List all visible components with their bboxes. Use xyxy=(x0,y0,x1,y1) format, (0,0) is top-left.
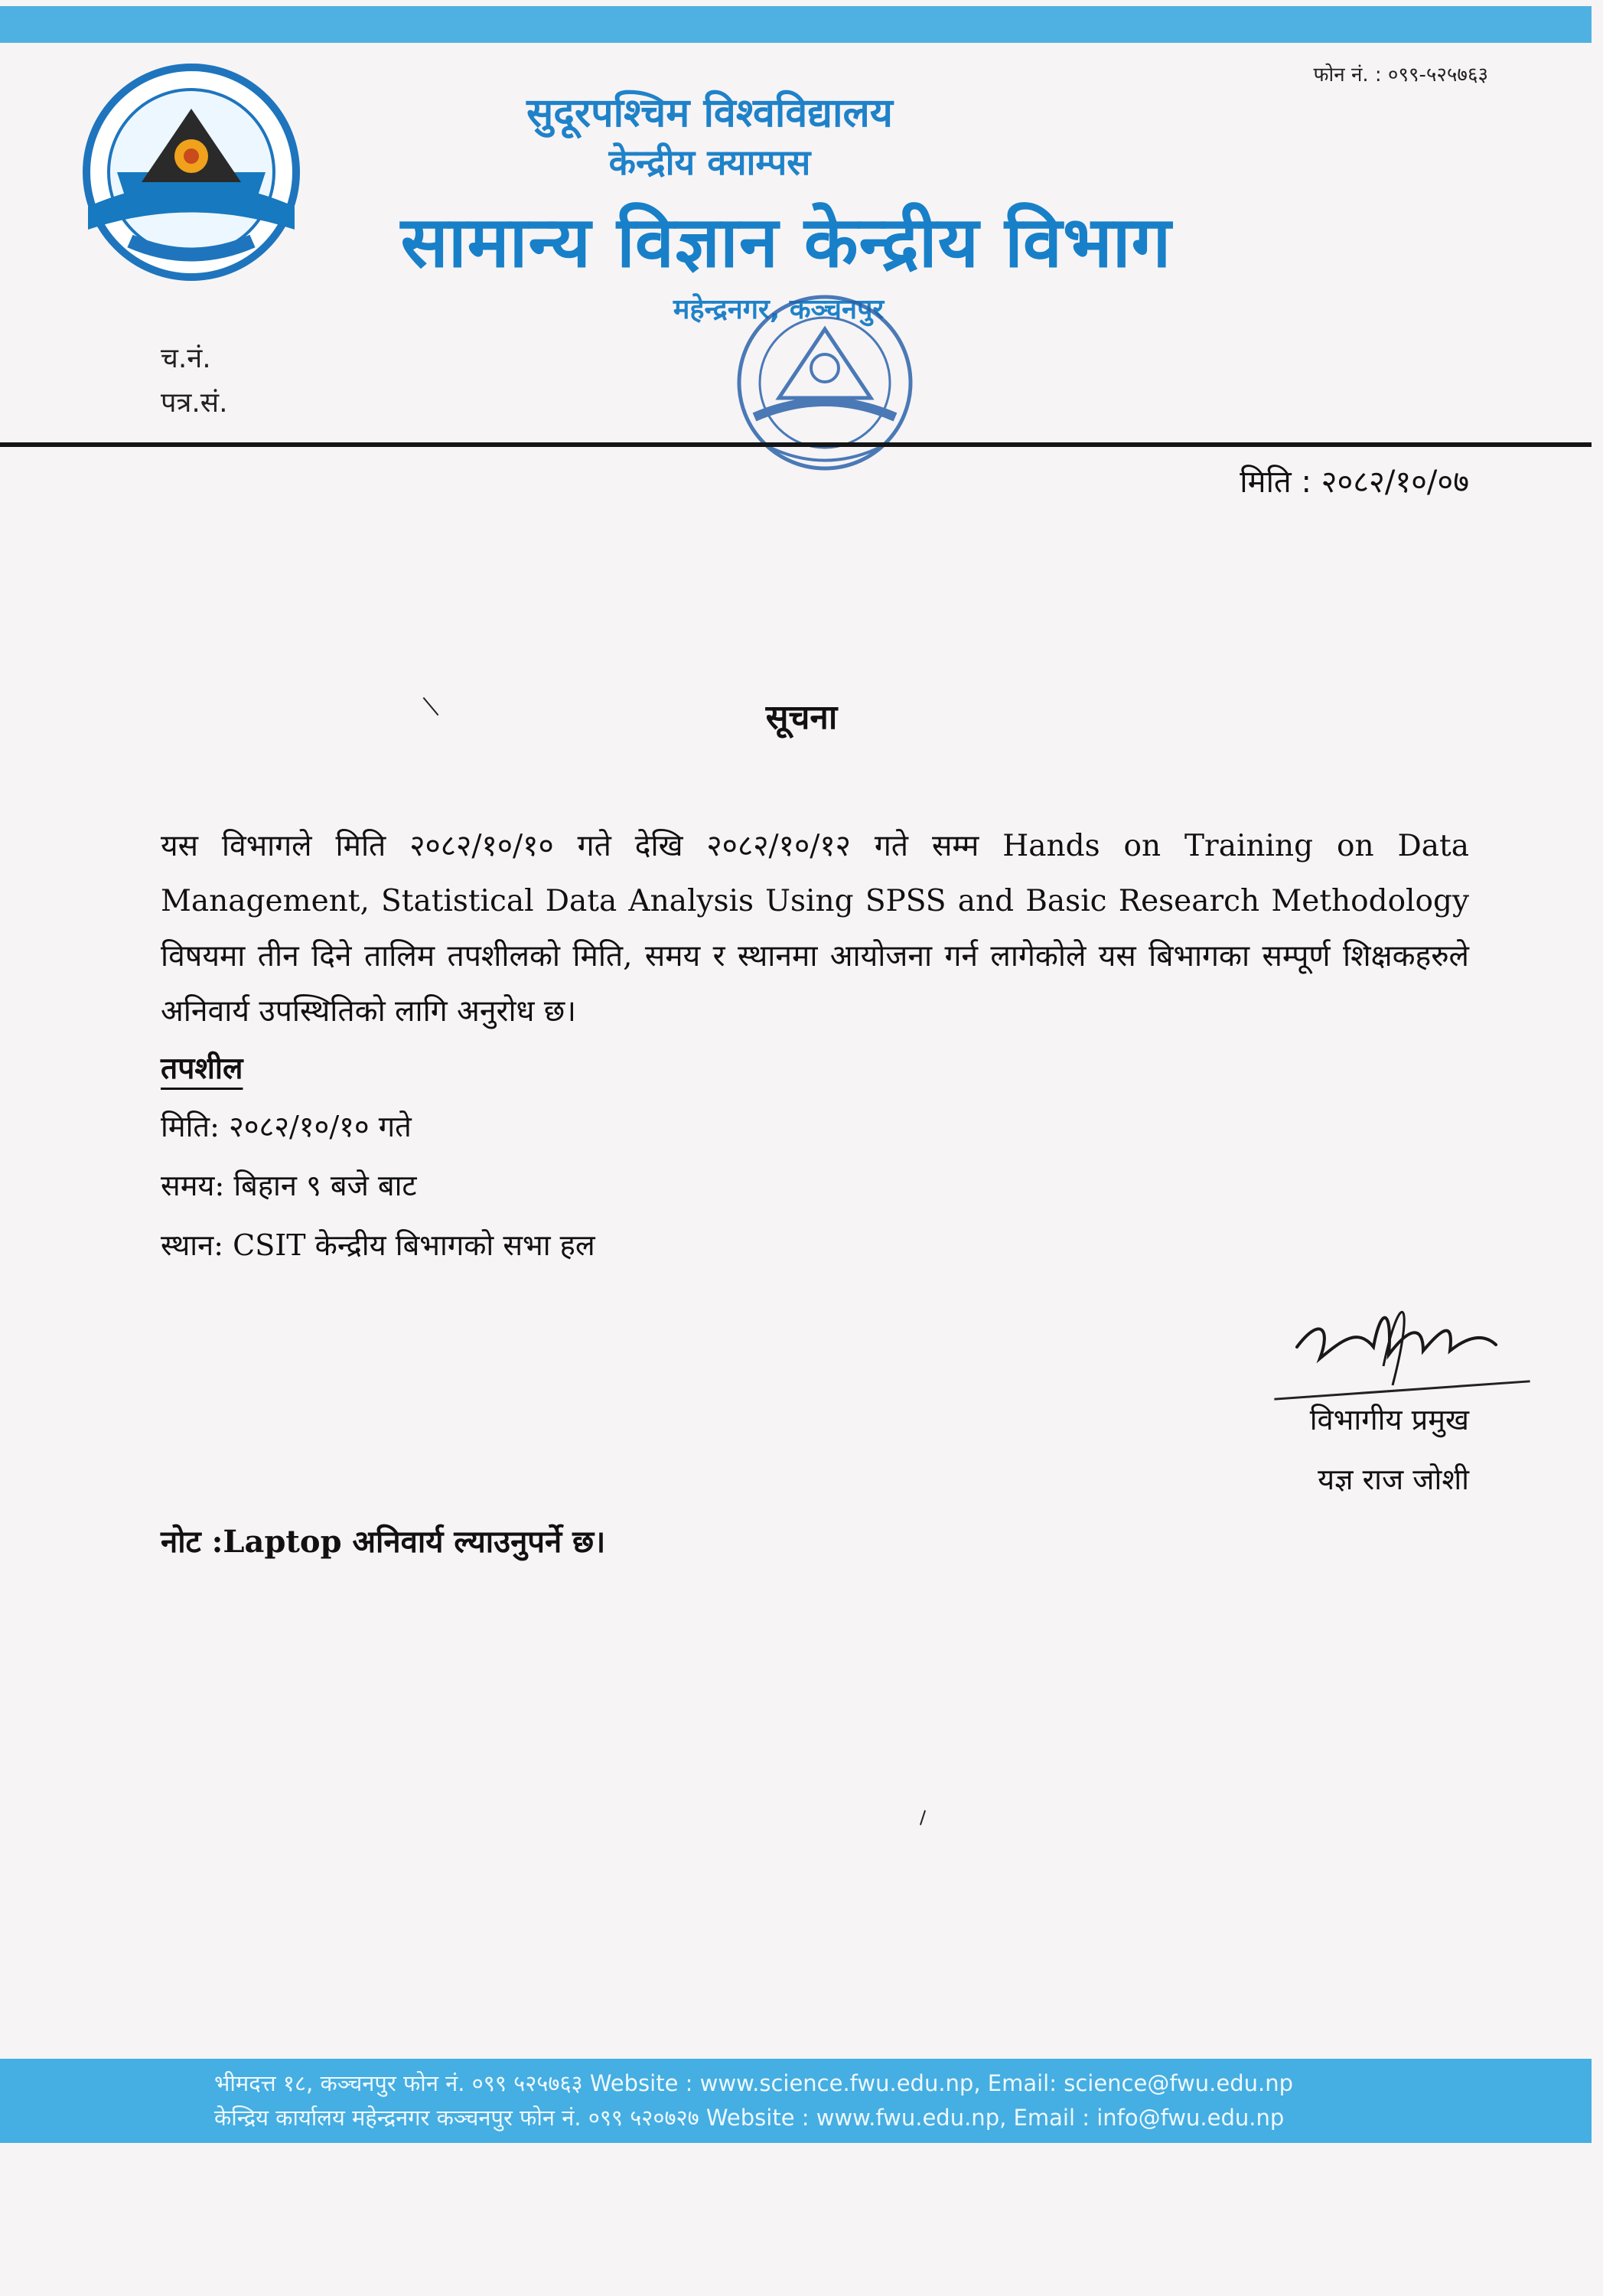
notice-title: सूचना xyxy=(765,698,838,737)
footer-contact-line-2: केन्द्रिय कार्यालय महेन्द्रनगर कञ्चनपुर फोन नं. ०९९ ५२०७२७ Website : www.fwu.edu.np, Email : info@fwu.edu.np xyxy=(214,2105,1285,2131)
department-seal-icon xyxy=(725,272,924,501)
signature-icon xyxy=(1278,1274,1538,1389)
signatory-title: विभागीय प्रमुख xyxy=(1309,1403,1469,1437)
training-time: समय: बिहान ९ बजे बाट xyxy=(161,1169,417,1202)
department-name: सामान्य विज्ञान केन्द्रीय विभाग xyxy=(400,201,1172,283)
letter-date: मिति : २०८२/१०/०७ xyxy=(1240,465,1469,500)
phone-number: फोन नं. : ०९९-५२५७६३ xyxy=(1313,64,1488,86)
letter-number: पत्र.सं. xyxy=(161,387,228,419)
training-date: मिति: २०८२/१०/१० गते xyxy=(161,1110,412,1143)
paper-mark xyxy=(920,1810,926,1825)
footer-band xyxy=(0,2059,1592,2143)
details-heading: तपशील xyxy=(161,1052,243,1086)
footer-contact-line-1: भीमदत्त १८, कञ्चनपुर फोन नं. ०९९ ५२५७६३ Website : www.science.fwu.edu.np, Email: science@fwu.edu.np xyxy=(214,2070,1293,2096)
laptop-note: नोट :Laptop अनिवार्य ल्याउनुपर्ने छ। xyxy=(161,1524,606,1560)
campus-name: केन्द्रीय क्याम्पस xyxy=(608,142,811,183)
notice-body: यस विभागले मिति २०८२/१०/१० गते देखि २०८२/१०/१२ गते सम्म Hands on Training on Data Management, Statistical Data Analysis Using SPSS and Basic Research Methodology विषयमा तीन दिने तालिम तपशीलको मिति, समय र स्थानमा आयोजना गर्न लागेकोले यस बिभागका सम्पूर्ण शिक्षकहरुले अनिवार्य उपस्थितिको लागि अनुरोध छ। xyxy=(161,829,1469,1029)
header-divider xyxy=(0,442,1592,447)
top-blue-band xyxy=(0,6,1592,43)
training-place: स्थान: CSIT केन्द्रीय बिभागको सभा हल xyxy=(161,1228,595,1262)
signatory-name: यज्ञ राज जोशी xyxy=(1318,1463,1469,1496)
reference-number: च.नं. xyxy=(161,343,211,374)
department-address: महेन्द्रनगर, कञ्चनपुर xyxy=(673,294,885,325)
university-name: सुदूरपश्चिम विश्वविद्यालय xyxy=(526,90,893,136)
